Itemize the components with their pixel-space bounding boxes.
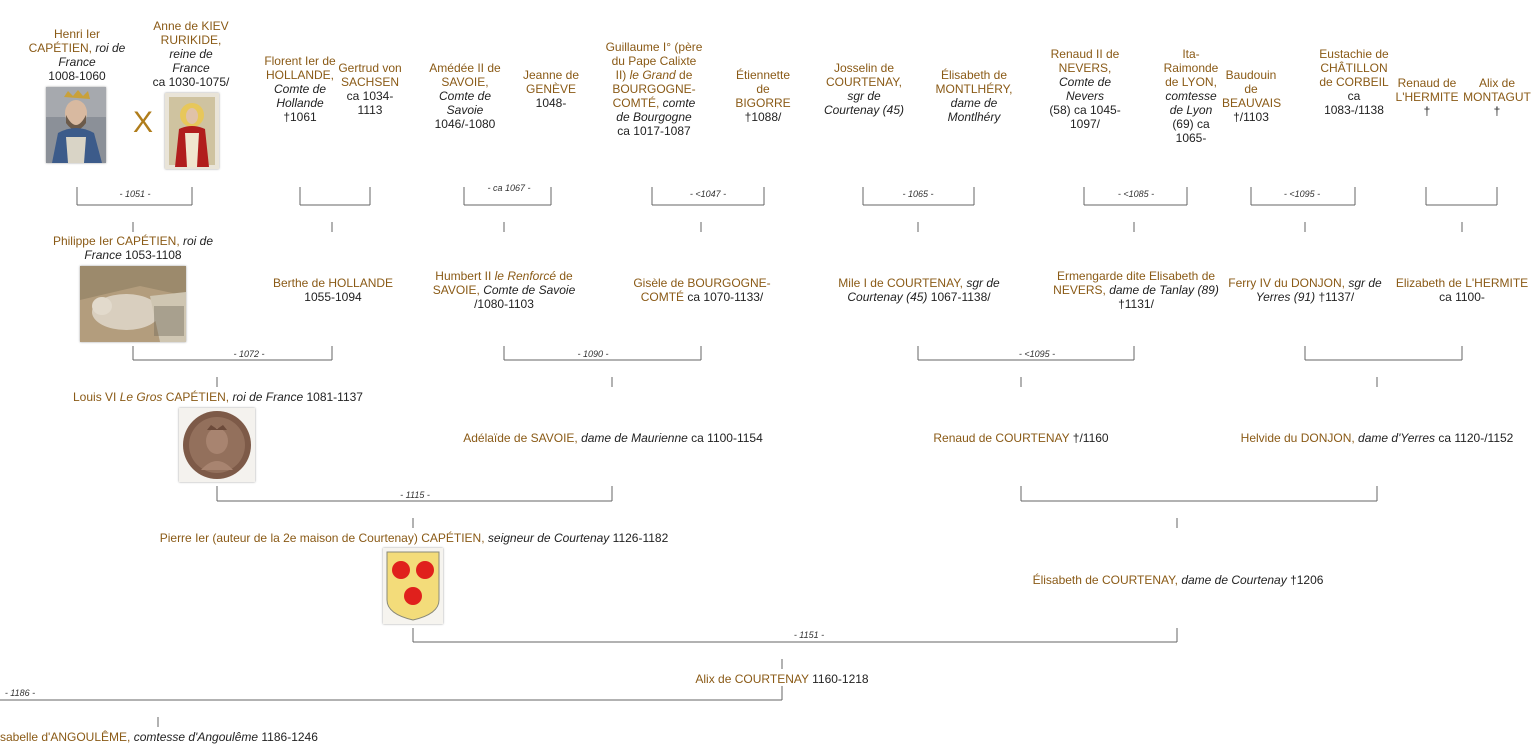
person-link[interactable]: Eustachie de CHÂTILLON de CORBEIL [1319, 47, 1389, 89]
person-link[interactable]: Ferry IV du DONJON, [1228, 276, 1345, 290]
person-link[interactable]: Renaud de L'HERMITE [1395, 76, 1459, 104]
marriage-date: - 1065 - [902, 189, 934, 199]
person-link[interactable]: Renaud II de NEVERS, [1050, 47, 1120, 75]
marriage-date: - ca 1067 - [487, 183, 531, 193]
person-link[interactable]: Ita-Raimonde de LYON, [1163, 47, 1219, 89]
person-gisele-de-bourgogne: Gisèle de BOURGOGNE-COMTÉ ca 1070-1133/ [633, 276, 771, 304]
person-ita-raimonde-de-lyon: Ita-Raimonde de LYON, comtesse de Lyon (69) ca 1065- [1163, 47, 1219, 145]
portrait-anne-de-kiev-icon[interactable] [165, 93, 219, 169]
person-alix-de-montagut: Alix de MONTAGUT † [1463, 76, 1531, 118]
person-anne-de-kiev: Anne de KIEV RURIKIDE, reine de France ca 1030-1075/ [152, 19, 230, 89]
person-link[interactable]: Florent Ier de HOLLANDE, [264, 54, 336, 82]
person-link[interactable]: Humbert II [435, 269, 492, 283]
marriage-date: - 1072 - [233, 349, 265, 359]
person-link[interactable]: Philippe Ier CAPÉTIEN, [52, 234, 180, 248]
person-berthe-de-hollande: Berthe de HOLLANDE 1055-1094 [272, 276, 394, 304]
person-link[interactable]: Henri Ier CAPÉTIEN, [28, 27, 100, 55]
person-link[interactable]: Alix de COURTENAY [695, 672, 809, 686]
marriage-date: - <1095 - [1283, 189, 1321, 199]
person-link[interactable]: Josselin de COURTENAY, [825, 61, 903, 89]
person-link[interactable]: Mile I de COURTENAY, [838, 276, 963, 290]
person-adelaide-de-savoie: Adélaïde de SAVOIE, dame de Maurienne ca 1100-1154 [463, 431, 763, 445]
marriage-date: - 1090 - [577, 349, 609, 359]
person-link[interactable]: Renaud de COURTENAY [933, 431, 1070, 445]
person-link[interactable]: Élisabeth de MONTLHÉRY, [935, 68, 1013, 96]
person-link[interactable]: Louis VI [73, 390, 117, 404]
person-elizabeth-de-lhermite: Elizabeth de L'HERMITE ca 1100- [1395, 276, 1529, 304]
person-link[interactable]: Étiennette de BIGORRE [735, 68, 791, 110]
marriage-date: - 1186 - [4, 688, 36, 698]
person-link[interactable]: Helvide du DONJON, [1240, 431, 1355, 445]
marriage-date: - <1085 - [1117, 189, 1155, 199]
person-renaud-de-lhermite: Renaud de L'HERMITE † [1395, 76, 1459, 118]
person-link[interactable]: sabelle d'ANGOULÊME, [0, 730, 131, 744]
person-link[interactable]: Élisabeth de COURTENAY, [1032, 573, 1178, 587]
person-link[interactable]: Berthe de HOLLANDE [272, 276, 394, 290]
person-ferry-iv-du-donjon: Ferry IV du DONJON, sgr de Yerres (91) †1137/ [1228, 276, 1382, 304]
person-pierre-ier: Pierre Ier (auteur de la 2e maison de Courtenay) CAPÉTIEN, seigneur de Courtenay 1126-1182 [159, 531, 669, 545]
person-eustachie-de-chatillon: Eustachie de CHÂTILLON de CORBEIL ca 1083-/1138 [1319, 47, 1389, 117]
person-renaud-de-courtenay: Renaud de COURTENAY †/1160 [933, 431, 1109, 445]
person-philippe-ier: Philippe Ier CAPÉTIEN, roi de France 1053-1108 [52, 234, 214, 262]
person-baudouin-de-beauvais: Baudouin de BEAUVAIS †/1103 [1222, 68, 1282, 124]
person-josselin-de-courtenay: Josselin de COURTENAY, sgr de Courtenay (45) [823, 61, 905, 117]
person-link[interactable]: Elizabeth de L'HERMITE [1395, 276, 1529, 290]
marriage-date: - <1047 - [689, 189, 727, 199]
person-link[interactable]: Gisèle de BOURGOGNE-COMTÉ [633, 276, 771, 304]
marriage-date: - 1115 - [400, 490, 430, 500]
person-ermengarde-de-nevers: Ermengarde dite Elisabeth de NEVERS, dame de Tanlay (89) †1131/ [1053, 269, 1219, 311]
marriage-date: - <1095 - [1018, 349, 1056, 359]
coin-louis-vi-icon[interactable] [179, 408, 255, 482]
person-louis-vi: Louis VI Le Gros CAPÉTIEN, roi de France 1081-1137 [73, 390, 363, 404]
person-link[interactable]: Jeanne de GENÈVE [522, 68, 580, 96]
person-gertrud-von-sachsen: Gertrud von SACHSEN ca 1034-1113 [338, 61, 402, 117]
person-helvide-du-donjon: Helvide du DONJON, dame d'Yerres ca 1120-/1152 [1240, 431, 1514, 445]
person-guillaume-i: Guillaume I° (père du Pape Calixte II) le Grand de BOURGOGNE-COMTÉ, comte de Bourgogne ca 1017-1087 [605, 40, 703, 138]
person-humbert-ii: Humbert II le Renforcé de SAVOIE, Comte de Savoie /1080-1103 [432, 269, 576, 311]
person-elisabeth-de-courtenay: Élisabeth de COURTENAY, dame de Courtenay †1206 [1032, 573, 1324, 587]
person-link[interactable]: Anne de KIEV RURIKIDE, [153, 19, 229, 47]
person-link[interactable]: Alix de MONTAGUT [1463, 76, 1531, 104]
coat-of-arms-courtenay-icon[interactable] [383, 548, 443, 624]
person-link[interactable]: Ermengarde dite Elisabeth de NEVERS, [1053, 269, 1216, 297]
marriage-x-icon: X [132, 106, 153, 139]
tomb-philippe-ier-icon[interactable] [80, 266, 186, 342]
person-elisabeth-de-montlhery: Élisabeth de MONTLHÉRY, dame de Montlhéry [935, 68, 1013, 124]
person-link[interactable]: Guillaume I° (père du Pape Calixte II) [605, 40, 703, 82]
person-renaud-ii-de-nevers: Renaud II de NEVERS, Comte de Nevers (58) ca 1045-1097/ [1049, 47, 1121, 131]
person-amedee-ii: Amédée II de SAVOIE, Comte de Savoie 1046/-1080 [429, 61, 501, 131]
person-link[interactable]: Baudouin de BEAUVAIS [1222, 68, 1282, 110]
person-isabelle-dangouleme: sabelle d'ANGOULÊME, comtesse d'Angoulême 1186-1246 [0, 730, 318, 744]
portrait-henri-ier-icon[interactable] [46, 87, 106, 163]
person-link[interactable]: Pierre Ier (auteur de la 2e maison de Courtenay) CAPÉTIEN, [159, 531, 485, 545]
person-link[interactable]: Gertrud von SACHSEN [338, 61, 402, 89]
person-florent-ier: Florent Ier de HOLLANDE, Comte de Hollande †1061 [264, 54, 336, 124]
person-mile-i-de-courtenay: Mile I de COURTENAY, sgr de Courtenay (45) 1067-1138/ [838, 276, 1000, 304]
marriage-date: - 1051 - [119, 189, 151, 199]
person-link[interactable]: Adélaïde de SAVOIE, [463, 431, 578, 445]
person-etiennette-de-bigorre: Étiennette de BIGORRE †1088/ [735, 68, 791, 124]
person-henri-ier: Henri Ier CAPÉTIEN, roi de France 1008-1060 [28, 27, 126, 83]
person-jeanne-de-geneve: Jeanne de GENÈVE 1048- [522, 68, 580, 110]
person-alix-de-courtenay: Alix de COURTENAY 1160-1218 [695, 672, 869, 686]
person-link[interactable]: Amédée II de SAVOIE, [429, 61, 501, 89]
marriage-date: - 1151 - [793, 630, 825, 640]
